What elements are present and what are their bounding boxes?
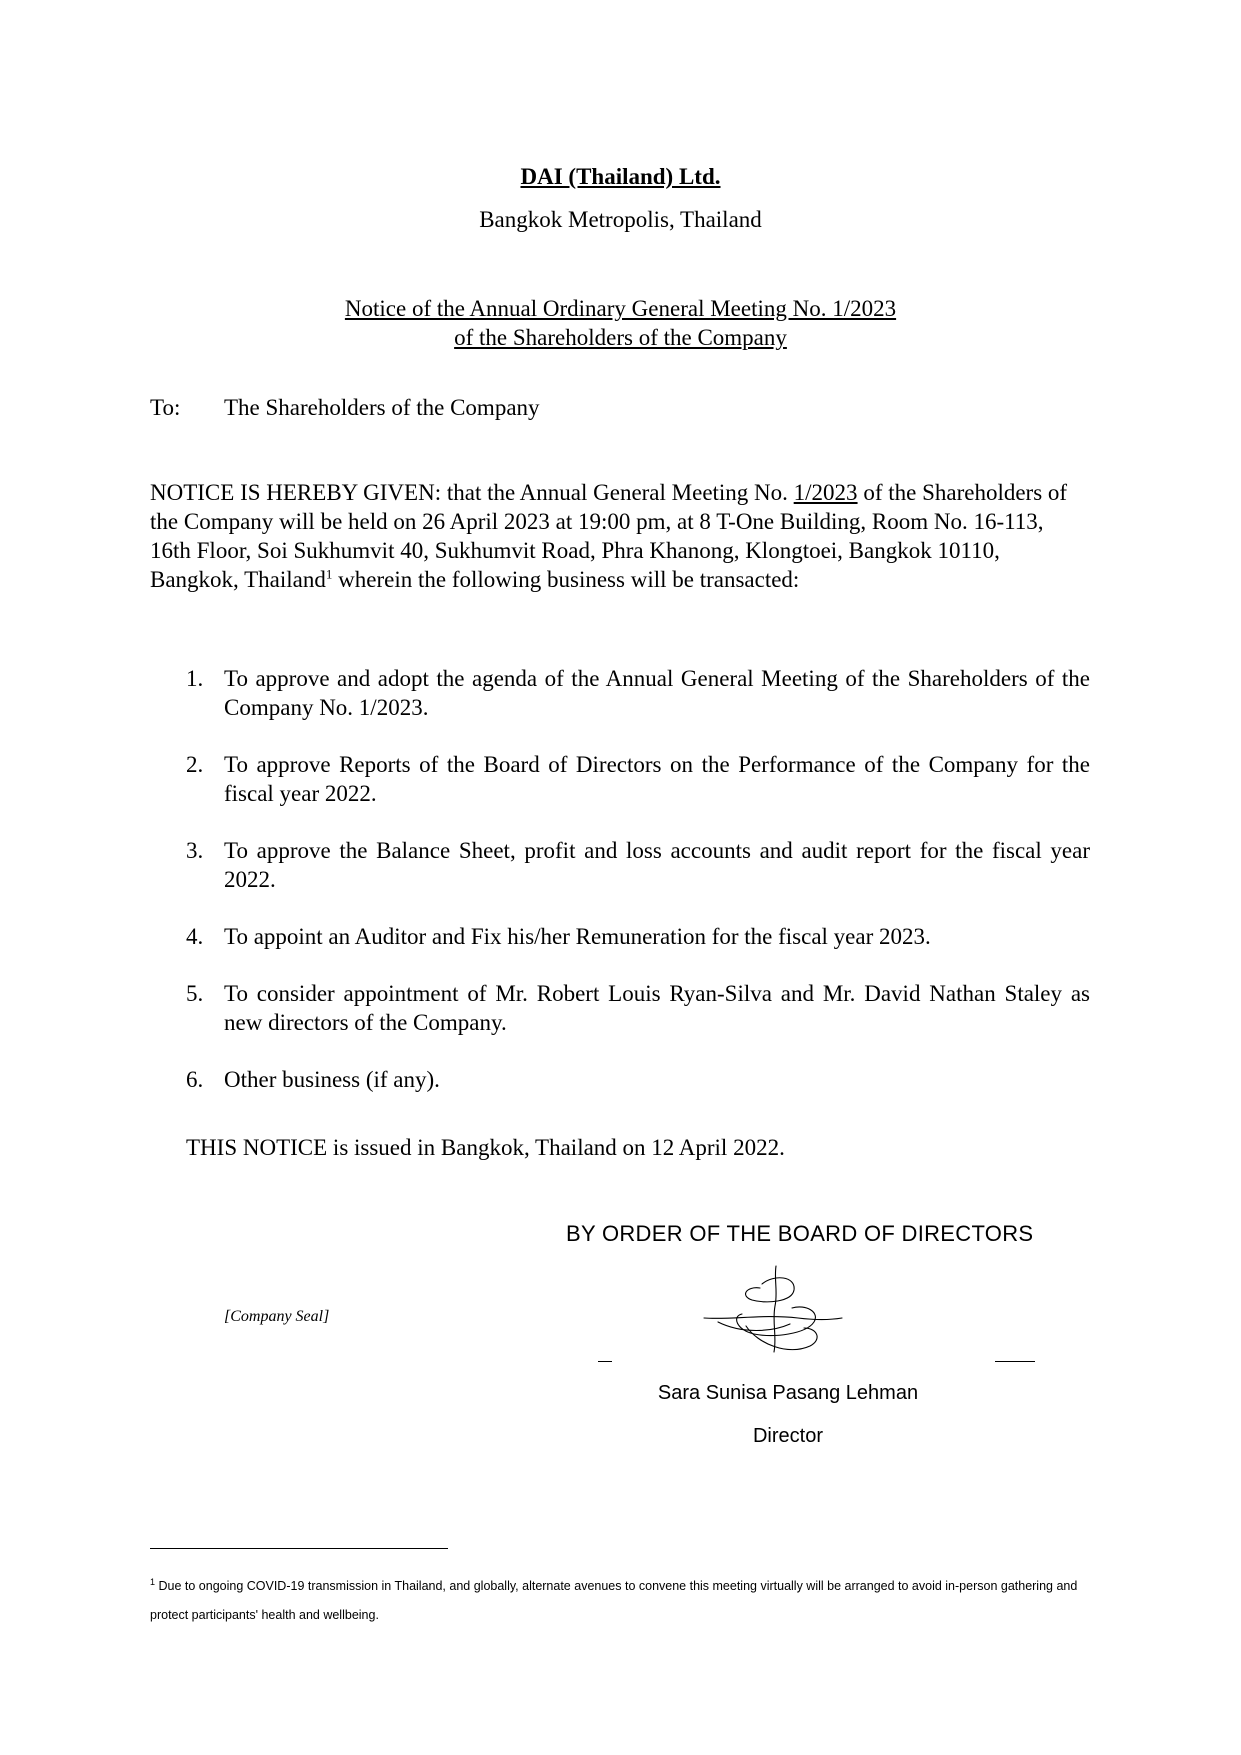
- intro-text-tail: wherein the following business will be transacted:: [332, 567, 800, 592]
- to-label: To:: [150, 395, 181, 420]
- footnote-marker: 1: [150, 1576, 156, 1587]
- agenda-item: [186, 836, 1090, 894]
- company-location: Bangkok Metropolis, Thailand: [479, 207, 762, 232]
- agenda-list: [186, 664, 1090, 1122]
- agenda-item-text: Other business (if any).: [224, 1067, 440, 1092]
- issued-statement: THIS NOTICE is issued in Bangkok, Thailand on 12 April 2022.: [186, 1135, 785, 1160]
- company-name: DAI (Thailand) Ltd.: [520, 164, 721, 189]
- intro-text-after: of the Shareholders of the Company will be held on 26 April 2023 at 19:00 pm, at 8 T-One Building, Room No. 16-113, 16th Floor, Soi Sukhumvit 40, Sukhumvit Road, Phra Khanong, Klongtoei, Bangkok 10110, Bangkok, Thailand: [150, 480, 1068, 592]
- notice-title-line1: Notice of the Annual Ordinary General Meeting No. 1/2023: [344, 296, 897, 321]
- to-recipient: The Shareholders of the Company: [224, 395, 540, 420]
- agenda-item-number: 1.: [186, 666, 204, 691]
- notice-title: [0, 294, 1241, 352]
- agenda-item-number: 2.: [186, 752, 204, 777]
- agenda-item: [186, 1065, 1090, 1094]
- notice-title-line2: of the Shareholders of the Company: [454, 325, 787, 350]
- agenda-item-text: To appoint an Auditor and Fix his/her Remuneration for the fiscal year 2023.: [224, 924, 931, 949]
- footnote: [150, 1572, 1094, 1630]
- signer-role: Director: [752, 1425, 823, 1447]
- agenda-item-number: 4.: [186, 924, 204, 949]
- agenda-item-number: 5.: [186, 981, 204, 1006]
- intro-text-before: NOTICE IS HEREBY GIVEN: that the Annual General Meeting No.: [150, 480, 794, 505]
- agenda-item: [186, 922, 1090, 951]
- agenda-item-number: 6.: [186, 1067, 204, 1092]
- agenda-item: [186, 664, 1090, 722]
- company-seal-placeholder: [Company Seal]: [224, 1308, 330, 1325]
- agenda-item-text: To approve the Balance Sheet, profit and loss accounts and audit report for the fiscal year 2022.: [224, 838, 1090, 892]
- agenda-item-text: To consider appointment of Mr. Robert Louis Ryan-Silva and Mr. David Nathan Staley as new directors of the Company.: [224, 981, 1090, 1035]
- signer-name: Sara Sunisa Pasang Lehman: [657, 1382, 919, 1404]
- agenda-item: [186, 750, 1090, 808]
- notice-intro-paragraph: [150, 478, 1090, 594]
- footnote-reference: 1: [325, 566, 333, 582]
- agenda-item-text: To approve Reports of the Board of Directors on the Performance of the Company for the fiscal year 2022.: [224, 752, 1090, 806]
- board-order-heading: BY ORDER OF THE BOARD OF DIRECTORS: [566, 1221, 1034, 1246]
- signature-line-left: [598, 1361, 612, 1362]
- intro-meeting-number: 1/2023: [793, 480, 858, 505]
- signature-line-right: [995, 1361, 1035, 1362]
- agenda-item-text: To approve and adopt the agenda of the Annual General Meeting of the Shareholders of the Company No. 1/2023.: [224, 666, 1090, 720]
- agenda-item: [186, 979, 1090, 1037]
- director-signature: [702, 1262, 846, 1360]
- footnote-text: Due to ongoing COVID-19 transmission in Thailand, and globally, alternate avenues to convene this meeting virtually will be arranged to avoid in-person gathering and protect participants' health and wellbeing.: [150, 1579, 1078, 1622]
- footnote-divider: [150, 1548, 448, 1549]
- agenda-item-number: 3.: [186, 838, 204, 863]
